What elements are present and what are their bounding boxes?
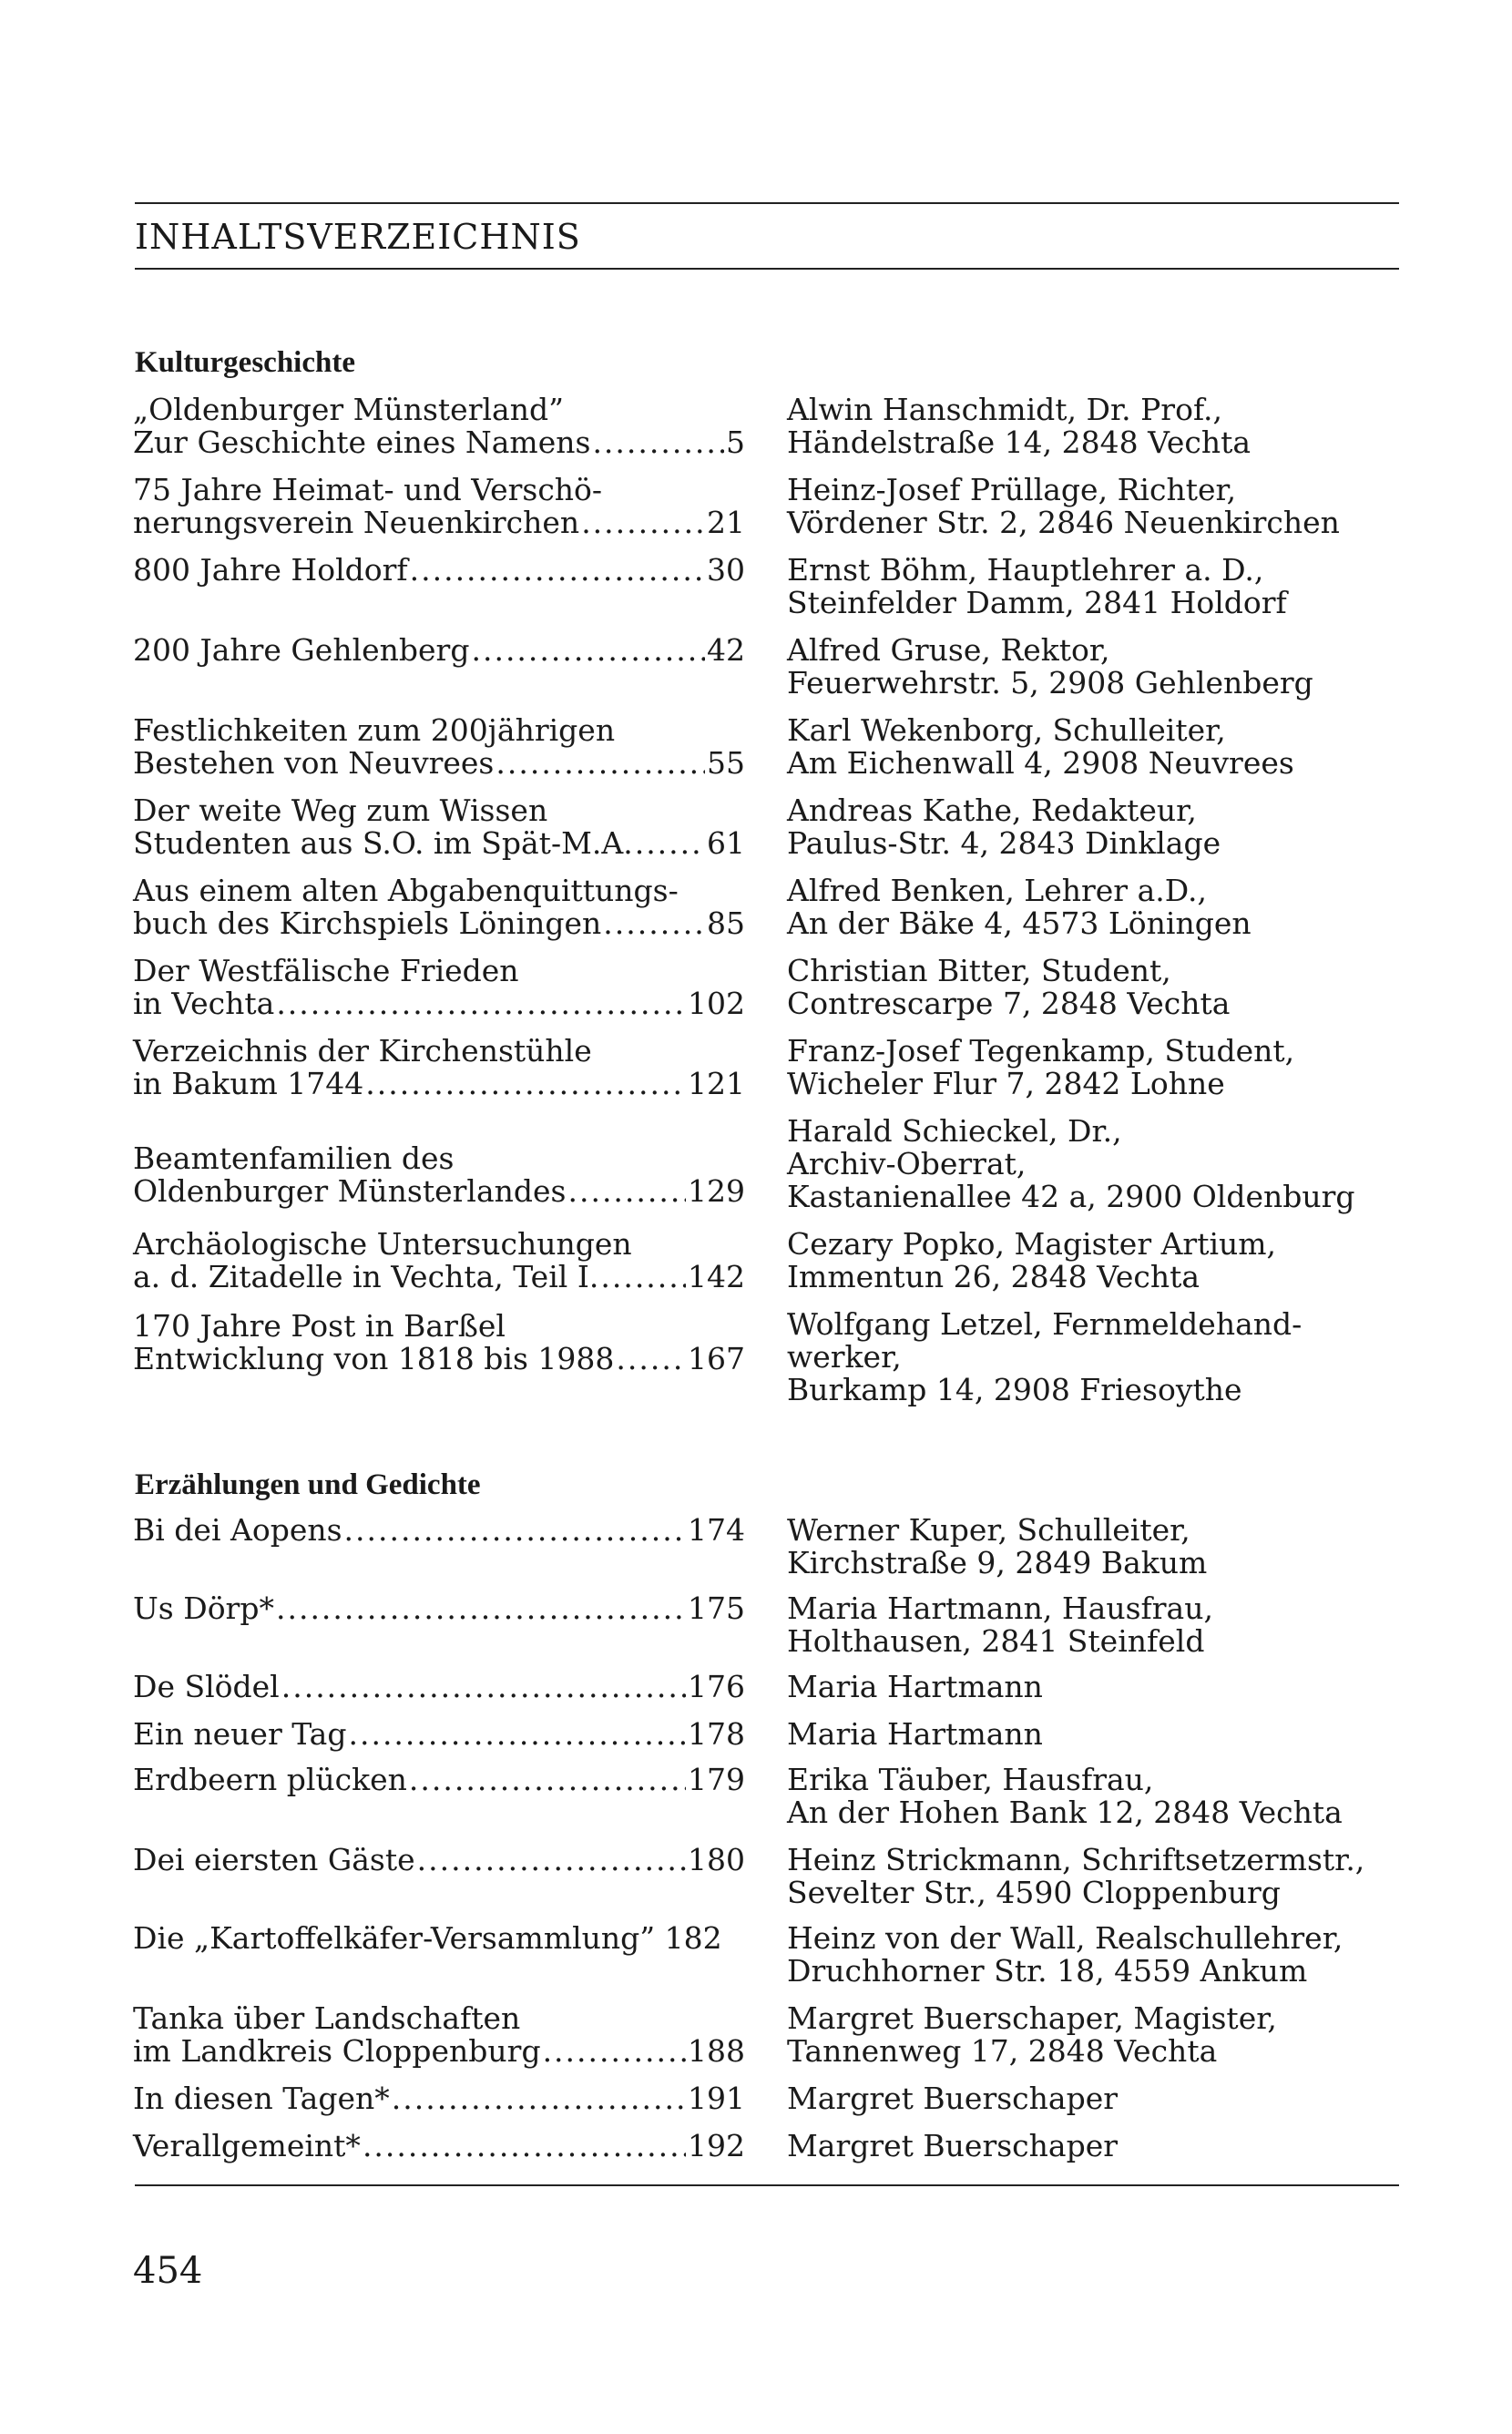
toc-entry-page: 102 <box>688 986 745 1021</box>
dot-leader <box>616 1343 686 1376</box>
toc-entry-title: Dei eiersten Gäste <box>133 1842 415 1877</box>
author-line: Maria Hartmann <box>787 1669 1043 1704</box>
dot-leader <box>365 1068 686 1100</box>
toc-entry-line <box>133 2082 745 2115</box>
toc-entry-page: 121 <box>688 1066 745 1101</box>
author-line: Margret Buerschaper <box>787 2081 1118 2116</box>
author-line: Margret Buerschaper <box>787 2128 1118 2163</box>
author-line: Maria Hartmann <box>787 1716 1043 1752</box>
toc-entry <box>133 874 745 940</box>
toc-entry <box>133 1671 745 1703</box>
author-line: An der Bäke 4, 4573 Löningen <box>787 905 1251 941</box>
toc-entry <box>133 794 745 860</box>
toc-entry-page: 142 <box>688 1259 745 1294</box>
toc-entry-title: Us Dörp* <box>133 1590 274 1626</box>
author-line: Wolfgang Letzel, Fernmeldehand- <box>787 1306 1303 1342</box>
toc-entry-title: Der weite Weg zum Wissen <box>133 793 548 828</box>
author-line: Heinz Strickmann, Schriftsetzermstr., <box>787 1842 1365 1877</box>
toc-entry <box>133 1844 745 1877</box>
toc-entry <box>133 1592 745 1625</box>
toc-entry-author <box>787 1228 1406 1294</box>
toc-entry-title: Zur Geschichte eines Namens <box>133 424 591 460</box>
toc-entry-line <box>133 907 745 940</box>
toc-entry-title: in Vechta <box>133 986 275 1021</box>
toc-entry-line <box>133 1844 745 1877</box>
toc-entry-author <box>787 2082 1406 2115</box>
toc-entry-page: 61 <box>707 825 745 861</box>
toc-entry-line <box>133 1142 745 1175</box>
toc-entry <box>133 1514 745 1547</box>
author-line: Tannenweg 17, 2848 Vechta <box>787 2033 1218 2069</box>
toc-entry-title: Die „Kartoffelkäfer-Versammlung” 182 <box>133 1920 722 1956</box>
toc-entry-page: 192 <box>688 2128 745 2163</box>
toc-entry-line <box>133 2035 745 2068</box>
toc-entry-line <box>133 506 745 539</box>
author-line: Wicheler Flur 7, 2842 Lohne <box>787 1066 1225 1101</box>
dot-leader <box>410 554 705 587</box>
toc-entry-line <box>133 1310 745 1343</box>
author-line: Harald Schieckel, Dr., <box>787 1113 1122 1149</box>
toc-entry <box>133 474 745 539</box>
toc-entry-line <box>133 1514 745 1547</box>
toc-entry-title: Ein neuer Tag <box>133 1716 347 1752</box>
section-heading-kulturgeschichte: Kulturgeschichte <box>135 346 355 379</box>
toc-entry-page: 42 <box>707 632 745 668</box>
toc-entry-line <box>133 1068 745 1100</box>
toc-entry-line <box>133 1175 745 1208</box>
toc-entry-author <box>787 1764 1406 1829</box>
author-line: Heinz-Josef Prüllage, Richter, <box>787 472 1237 507</box>
toc-entry-line <box>133 1343 745 1376</box>
author-line: An der Hohen Bank 12, 2848 Vechta <box>787 1795 1343 1830</box>
author-line: Contrescarpe 7, 2848 Vechta <box>787 986 1231 1021</box>
toc-entry-page: 30 <box>707 552 745 588</box>
author-line: Alfred Benken, Lehrer a.D., <box>787 873 1208 908</box>
toc-entry-line <box>133 2002 745 2035</box>
dot-leader <box>348 1718 686 1751</box>
dot-leader <box>392 2082 686 2115</box>
toc-entry-line <box>133 634 745 667</box>
author-line: Am Eichenwall 4, 2908 Neuvrees <box>787 745 1294 781</box>
toc-entry-line <box>133 426 745 459</box>
toc-entry <box>133 1718 745 1751</box>
toc-entry-title: Tanka über Landschaften <box>133 2000 521 2036</box>
author-line: Händelstraße 14, 2848 Vechta <box>787 424 1251 460</box>
toc-entry-author <box>787 1035 1406 1100</box>
toc-entry-page: 167 <box>688 1341 745 1376</box>
toc-entry-title: Entwicklung von 1818 bis 1988 <box>133 1341 615 1376</box>
toc-entry <box>133 1310 745 1376</box>
author-line: Maria Hartmann, Hausfrau, <box>787 1590 1213 1626</box>
dot-leader <box>276 987 686 1020</box>
toc-entry-author <box>787 474 1406 539</box>
author-line: Steinfelder Damm, 2841 Holdorf <box>787 585 1287 620</box>
toc-entry <box>133 1764 745 1796</box>
toc-entry-line <box>133 1764 745 1796</box>
toc-entry-title: Oldenburger Münsterlandes <box>133 1173 567 1209</box>
toc-entry-author <box>787 955 1406 1020</box>
toc-entry-line <box>133 2130 745 2163</box>
toc-entry-title: in Bakum 1744 <box>133 1066 364 1101</box>
dot-leader <box>281 1671 686 1703</box>
toc-entry <box>133 1142 745 1208</box>
toc-entry-line <box>133 1671 745 1703</box>
toc-entry-author <box>787 1308 1406 1406</box>
toc-entry-title: Der Westfälische Frieden <box>133 953 519 988</box>
toc-entry-line <box>133 747 745 780</box>
toc-entry-title: Studenten aus S.O. im Spät-M.A. <box>133 825 633 861</box>
dot-leader <box>344 1514 686 1547</box>
dot-leader <box>363 2130 686 2163</box>
author-line: Cezary Popko, Magister Artium, <box>787 1226 1277 1262</box>
author-line: Kirchstraße 9, 2849 Bakum <box>787 1545 1208 1580</box>
toc-entry-author <box>787 874 1406 940</box>
page-title: INHALTSVERZEICHNIS <box>135 217 581 257</box>
toc-entry-author <box>787 794 1406 860</box>
author-line: Alfred Gruse, Rektor, <box>787 632 1110 668</box>
section-heading-erzaehlungen: Erzählungen und Gedichte <box>135 1468 481 1501</box>
toc-entry-page: 178 <box>688 1716 745 1752</box>
author-line: Christian Bitter, Student, <box>787 953 1171 988</box>
author-line: Karl Wekenborg, Schulleiter, <box>787 712 1226 748</box>
toc-entry-title: Beamtenfamilien des <box>133 1140 455 1176</box>
toc-entry-page: 5 <box>726 424 745 460</box>
toc-entry-page: 188 <box>688 2033 745 2069</box>
toc-entry-line <box>133 474 745 506</box>
dot-leader <box>543 2035 686 2068</box>
author-line: Sevelter Str., 4590 Cloppenburg <box>787 1875 1281 1910</box>
toc-entry-title: 200 Jahre Gehlenberg <box>133 632 470 668</box>
dot-leader <box>635 827 705 860</box>
dot-leader <box>495 747 705 780</box>
toc-entry-line <box>133 1592 745 1625</box>
toc-entry-title: In diesen Tagen* <box>133 2081 390 2116</box>
dot-leader <box>603 907 705 940</box>
toc-entry-title: a. d. Zitadelle in Vechta, Teil I. <box>133 1259 599 1294</box>
toc-entry <box>133 955 745 1020</box>
author-line: Burkamp 14, 2908 Friesoythe <box>787 1372 1242 1407</box>
toc-entry-line <box>133 394 745 426</box>
toc-entry-title: buch des Kirchspiels Löningen <box>133 905 602 941</box>
toc-entry-author <box>787 394 1406 459</box>
toc-entry-author <box>787 634 1406 700</box>
toc-entry-title: 75 Jahre Heimat- und Verschö- <box>133 472 603 507</box>
toc-entry-line <box>133 1718 745 1751</box>
author-line: Druchhorner Str. 18, 4559 Ankum <box>787 1953 1308 1989</box>
dot-leader <box>276 1592 686 1625</box>
toc-entry-author <box>787 1514 1406 1580</box>
author-line: werker, <box>787 1339 902 1375</box>
toc-entry-title: Festlichkeiten zum 200jährigen <box>133 712 616 748</box>
toc-entry-title: Bestehen von Neuvrees <box>133 745 495 781</box>
toc-entry <box>133 1035 745 1100</box>
toc-entry-line <box>133 794 745 827</box>
toc-entry-line <box>133 1261 745 1294</box>
dot-leader <box>409 1764 686 1796</box>
toc-entry-title: nerungsverein Neuenkirchen <box>133 505 580 540</box>
author-line: Holthausen, 2841 Steinfeld <box>787 1623 1205 1659</box>
toc-entry-line <box>133 874 745 907</box>
toc-entry-page: 191 <box>688 2081 745 2116</box>
toc-entry <box>133 1922 745 1955</box>
toc-entry-line <box>133 714 745 747</box>
dot-leader <box>581 506 705 539</box>
toc-entry-line <box>133 1228 745 1261</box>
toc-entry-page: 180 <box>688 1842 745 1877</box>
top-rule <box>135 202 1399 204</box>
toc-entry-title: Erdbeern plücken <box>133 1762 407 1797</box>
toc-entry-title: Verzeichnis der Kirchenstühle <box>133 1033 592 1069</box>
author-line: Paulus-Str. 4, 2843 Dinklage <box>787 825 1221 861</box>
toc-entry-author <box>787 1922 1406 1988</box>
toc-entry-title: De Slödel <box>133 1669 280 1704</box>
toc-entry-page: 129 <box>688 1173 745 1209</box>
toc-entry-line <box>133 955 745 987</box>
toc-entry-page: 179 <box>688 1762 745 1797</box>
author-line: Feuerwehrstr. 5, 2908 Gehlenberg <box>787 665 1313 701</box>
toc-entry <box>133 2130 745 2163</box>
dot-leader <box>471 634 705 667</box>
bottom-rule <box>135 2184 1399 2186</box>
toc-entry-author <box>787 1671 1406 1703</box>
toc-entry-author <box>787 714 1406 780</box>
toc-entry-author <box>787 1718 1406 1751</box>
toc-entry-page: 176 <box>688 1669 745 1704</box>
author-line: Kastanienallee 42 a, 2900 Oldenburg <box>787 1179 1355 1214</box>
toc-entry <box>133 554 745 587</box>
toc-entry <box>133 2002 745 2068</box>
author-line: Erika Täuber, Hausfrau, <box>787 1762 1154 1797</box>
toc-entry-page: 85 <box>707 905 745 941</box>
toc-entry-author <box>787 1592 1406 1658</box>
toc-entry-line <box>133 827 745 860</box>
toc-entry-title: Archäologische Untersuchungen <box>133 1226 632 1262</box>
toc-entry-page: 174 <box>688 1512 745 1548</box>
author-line: Archiv-Oberrat, <box>787 1146 1027 1181</box>
toc-entry-author <box>787 2002 1406 2068</box>
toc-entry-title: Verallgemeint* <box>133 2128 361 2163</box>
dot-leader <box>600 1261 686 1294</box>
author-line: Heinz von der Wall, Realschullehrer, <box>787 1920 1343 1956</box>
author-line: Immentun 26, 2848 Vechta <box>787 1259 1200 1294</box>
toc-entry-author <box>787 1844 1406 1909</box>
toc-entry <box>133 2082 745 2115</box>
toc-entry-title: 800 Jahre Holdorf <box>133 552 408 588</box>
author-line: Alwin Hanschmidt, Dr. Prof., <box>787 392 1222 427</box>
dot-leader <box>417 1844 686 1877</box>
toc-entry-line <box>133 554 745 587</box>
toc-entry-author <box>787 1115 1406 1213</box>
dot-leader <box>567 1175 686 1208</box>
toc-entry-line <box>133 1922 745 1955</box>
toc-entry-line <box>133 1035 745 1068</box>
author-line: Margret Buerschaper, Magister, <box>787 2000 1277 2036</box>
toc-entry-author <box>787 554 1406 619</box>
toc-entry <box>133 394 745 459</box>
page-number: 454 <box>133 2250 203 2292</box>
toc-entry-title: „Oldenburger Münsterland” <box>133 392 564 427</box>
author-line: Ernst Böhm, Hauptlehrer a. D., <box>787 552 1264 588</box>
dot-leader <box>592 426 724 459</box>
author-line: Franz-Josef Tegenkamp, Student, <box>787 1033 1295 1069</box>
toc-entry-page: 55 <box>707 745 745 781</box>
toc-entry-author <box>787 2130 1406 2163</box>
author-line: Vördener Str. 2, 2846 Neuenkirchen <box>787 505 1340 540</box>
toc-entry <box>133 634 745 667</box>
toc-entry-title: Aus einem alten Abgabenquittungs- <box>133 873 679 908</box>
toc-entry-line <box>133 987 745 1020</box>
toc-entry-page: 175 <box>688 1590 745 1626</box>
toc-entry-title: Bi dei Aopens <box>133 1512 342 1548</box>
toc-entry-page: 21 <box>707 505 745 540</box>
author-line: Andreas Kathe, Redakteur, <box>787 793 1197 828</box>
title-rule <box>135 268 1399 270</box>
toc-entry-title: 170 Jahre Post in Barßel <box>133 1308 506 1344</box>
toc-entry <box>133 714 745 780</box>
author-line: Werner Kuper, Schulleiter, <box>787 1512 1190 1548</box>
toc-entry <box>133 1228 745 1294</box>
toc-entry-title: im Landkreis Cloppenburg <box>133 2033 541 2069</box>
